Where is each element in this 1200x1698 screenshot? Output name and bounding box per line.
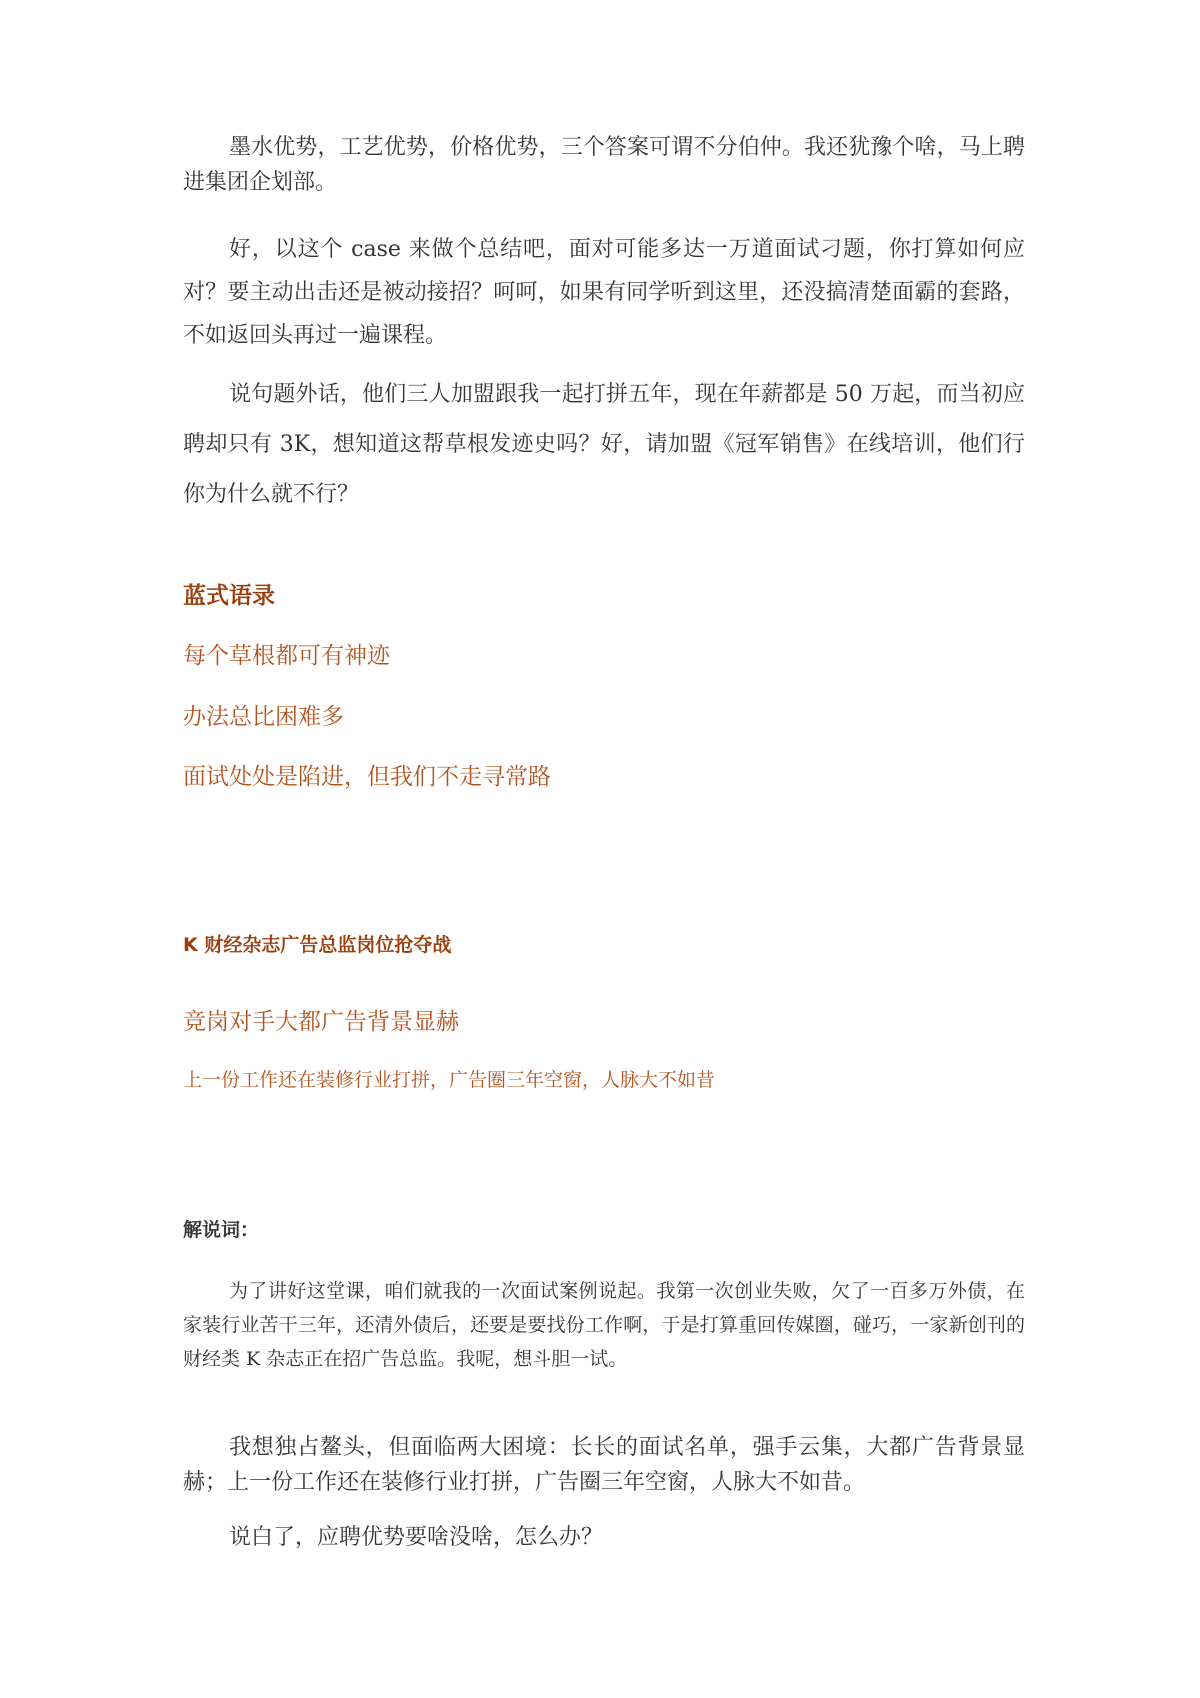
explanation-paragraph-3: 说白了，应聘优势要啥没啥，怎么办？ bbox=[229, 1525, 604, 1550]
paragraph-advantages: 墨水优势，工艺优势，价格优势，三个答案可谓不分伯仲。我还犹豫个啥，马上聘进集团企划部。 bbox=[183, 135, 1025, 195]
quote-item-3: 面试处处是陷进，但我们不走寻常路 bbox=[183, 764, 551, 790]
quotes-heading: 蓝式语录 bbox=[183, 583, 275, 609]
case-title: K 财经杂志广告总监岗位抢夺战 bbox=[183, 934, 452, 956]
explanation-paragraph-1: 为了讲好这堂课，咱们就我的一次面试案例说起。我第一次创业失败，欠了一百多万外债，在家装行业苦干三年，还清外债后，还要是要找份工作啊，于是打算重回传媒圈，碰巧，一家新创刊的财经类 K 杂志正在招广告总监。我呢，想斗胆一试。 bbox=[183, 1280, 1025, 1370]
case-note: 上一份工作还在装修行业打拼，广告圈三年空窗，人脉大不如昔 bbox=[183, 1069, 716, 1091]
explanation-paragraph-2: 我想独占鳌头，但面临两大困境：长长的面试名单，强手云集，大都广告背景显赫；上一份工作还在装修行业打拼，广告圈三年空窗，人脉大不如昔。 bbox=[183, 1435, 1025, 1495]
paragraph-aside: 说句题外话，他们三人加盟跟我一起打拼五年，现在年薪都是 50 万起，而当初应聘却只有 3K，想知道这帮草根发迹史吗？好，请加盟《冠军销售》在线培训，他们行你为什么就不行？ bbox=[183, 382, 1025, 507]
paragraph-summary: 好，以这个 case 来做个总结吧，面对可能多达一万道面试刁题，你打算如何应对？要主动出击还是被动接招？呵呵，如果有同学听到这里，还没搞清楚面霸的套路，不如返回头再过一遍课程。 bbox=[183, 237, 1025, 348]
case-subtitle: 竞岗对手大都广告背景显赫 bbox=[183, 1009, 459, 1035]
quote-item-2: 办法总比困难多 bbox=[183, 704, 344, 730]
explanation-label: 解说词： bbox=[183, 1219, 260, 1241]
quote-item-1: 每个草根都可有神迹 bbox=[183, 643, 390, 669]
